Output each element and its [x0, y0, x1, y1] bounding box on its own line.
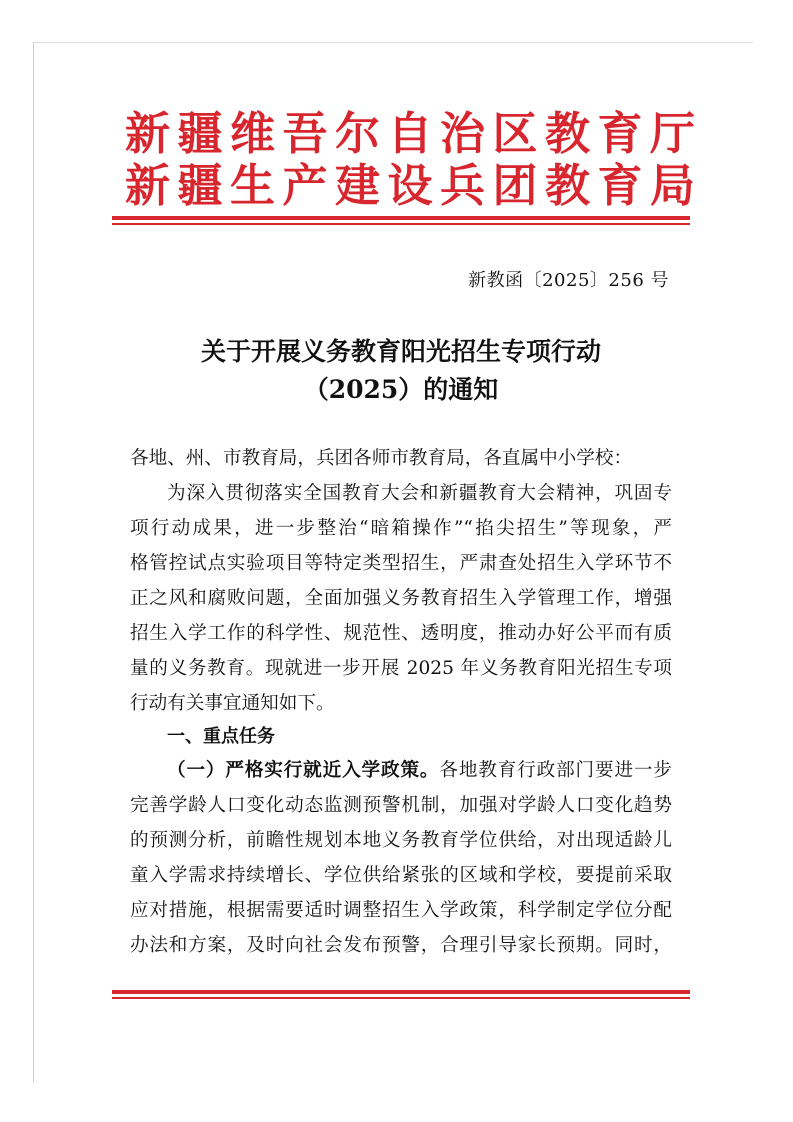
subsection-heading: （一）严格实行就近入学政策。: [167, 760, 440, 781]
footer-red-rule-thin: [112, 997, 690, 999]
intro-line: 行动有关事宜通知如下。: [130, 693, 335, 714]
issuer-title-1: 新疆维吾尔自治区教育厅: [125, 107, 703, 160]
intro-line: 正之风和腐败问题，全面加强义务教育招生入学管理工作，增强: [130, 588, 672, 609]
intro-line: 项行动成果，进一步整治“暗箱操作”“掐尖招生”等现象，严: [130, 518, 672, 539]
page-edge: [33, 42, 34, 1082]
intro-line: 为深入贯彻落实全国教育大会和新疆教育大会精神，巩固专: [167, 483, 672, 504]
footer-red-rule-thick: [112, 990, 690, 994]
subsection-text: 各地教育行政部门要进一步: [439, 760, 672, 781]
document-number: 新教函〔2025〕256 号: [468, 270, 669, 291]
body-line: 应对措施，根据需要适时调整招生入学政策，科学制定学位分配: [130, 900, 672, 921]
document-title-line-1: 关于开展义务教育阳光招生专项行动: [200, 337, 601, 366]
intro-line: 量的义务教育。现就进一步开展 2025 年义务教育阳光招生专项: [130, 658, 672, 679]
document-title-line-2: （2025）的通知: [303, 375, 499, 404]
body-line: 童入学需求持续增长、学位供给紧张的区域和学校，要提前采取: [130, 865, 672, 886]
body-line: 完善学龄人口变化动态监测预警机制，加强对学龄人口变化趋势: [130, 795, 672, 816]
salutation: 各地、州、市教育局，兵团各师市教育局，各直属中小学校：: [130, 448, 633, 469]
issuer-title-2: 新疆生产建设兵团教育局: [125, 159, 703, 212]
body-line: 的预测分析，前瞻性规划本地义务教育学位供给，对出现适龄儿: [130, 830, 672, 851]
page-edge-top: [33, 42, 753, 43]
intro-line: 招生入学工作的科学性、规范性、透明度，推动办好公平而有质: [130, 623, 672, 644]
intro-line: 格管控试点实验项目等特定类型招生，严肃查处招生入学环节不: [130, 553, 672, 574]
body-line: 办法和方案，及时向社会发布预警，合理引导家长预期。同时，: [130, 935, 672, 956]
subsection-first-line: [167, 760, 672, 782]
header-red-rule-thick: [112, 216, 690, 220]
section-heading-key-tasks: 一、重点任务: [167, 726, 275, 747]
header-red-rule-thin: [112, 223, 690, 225]
